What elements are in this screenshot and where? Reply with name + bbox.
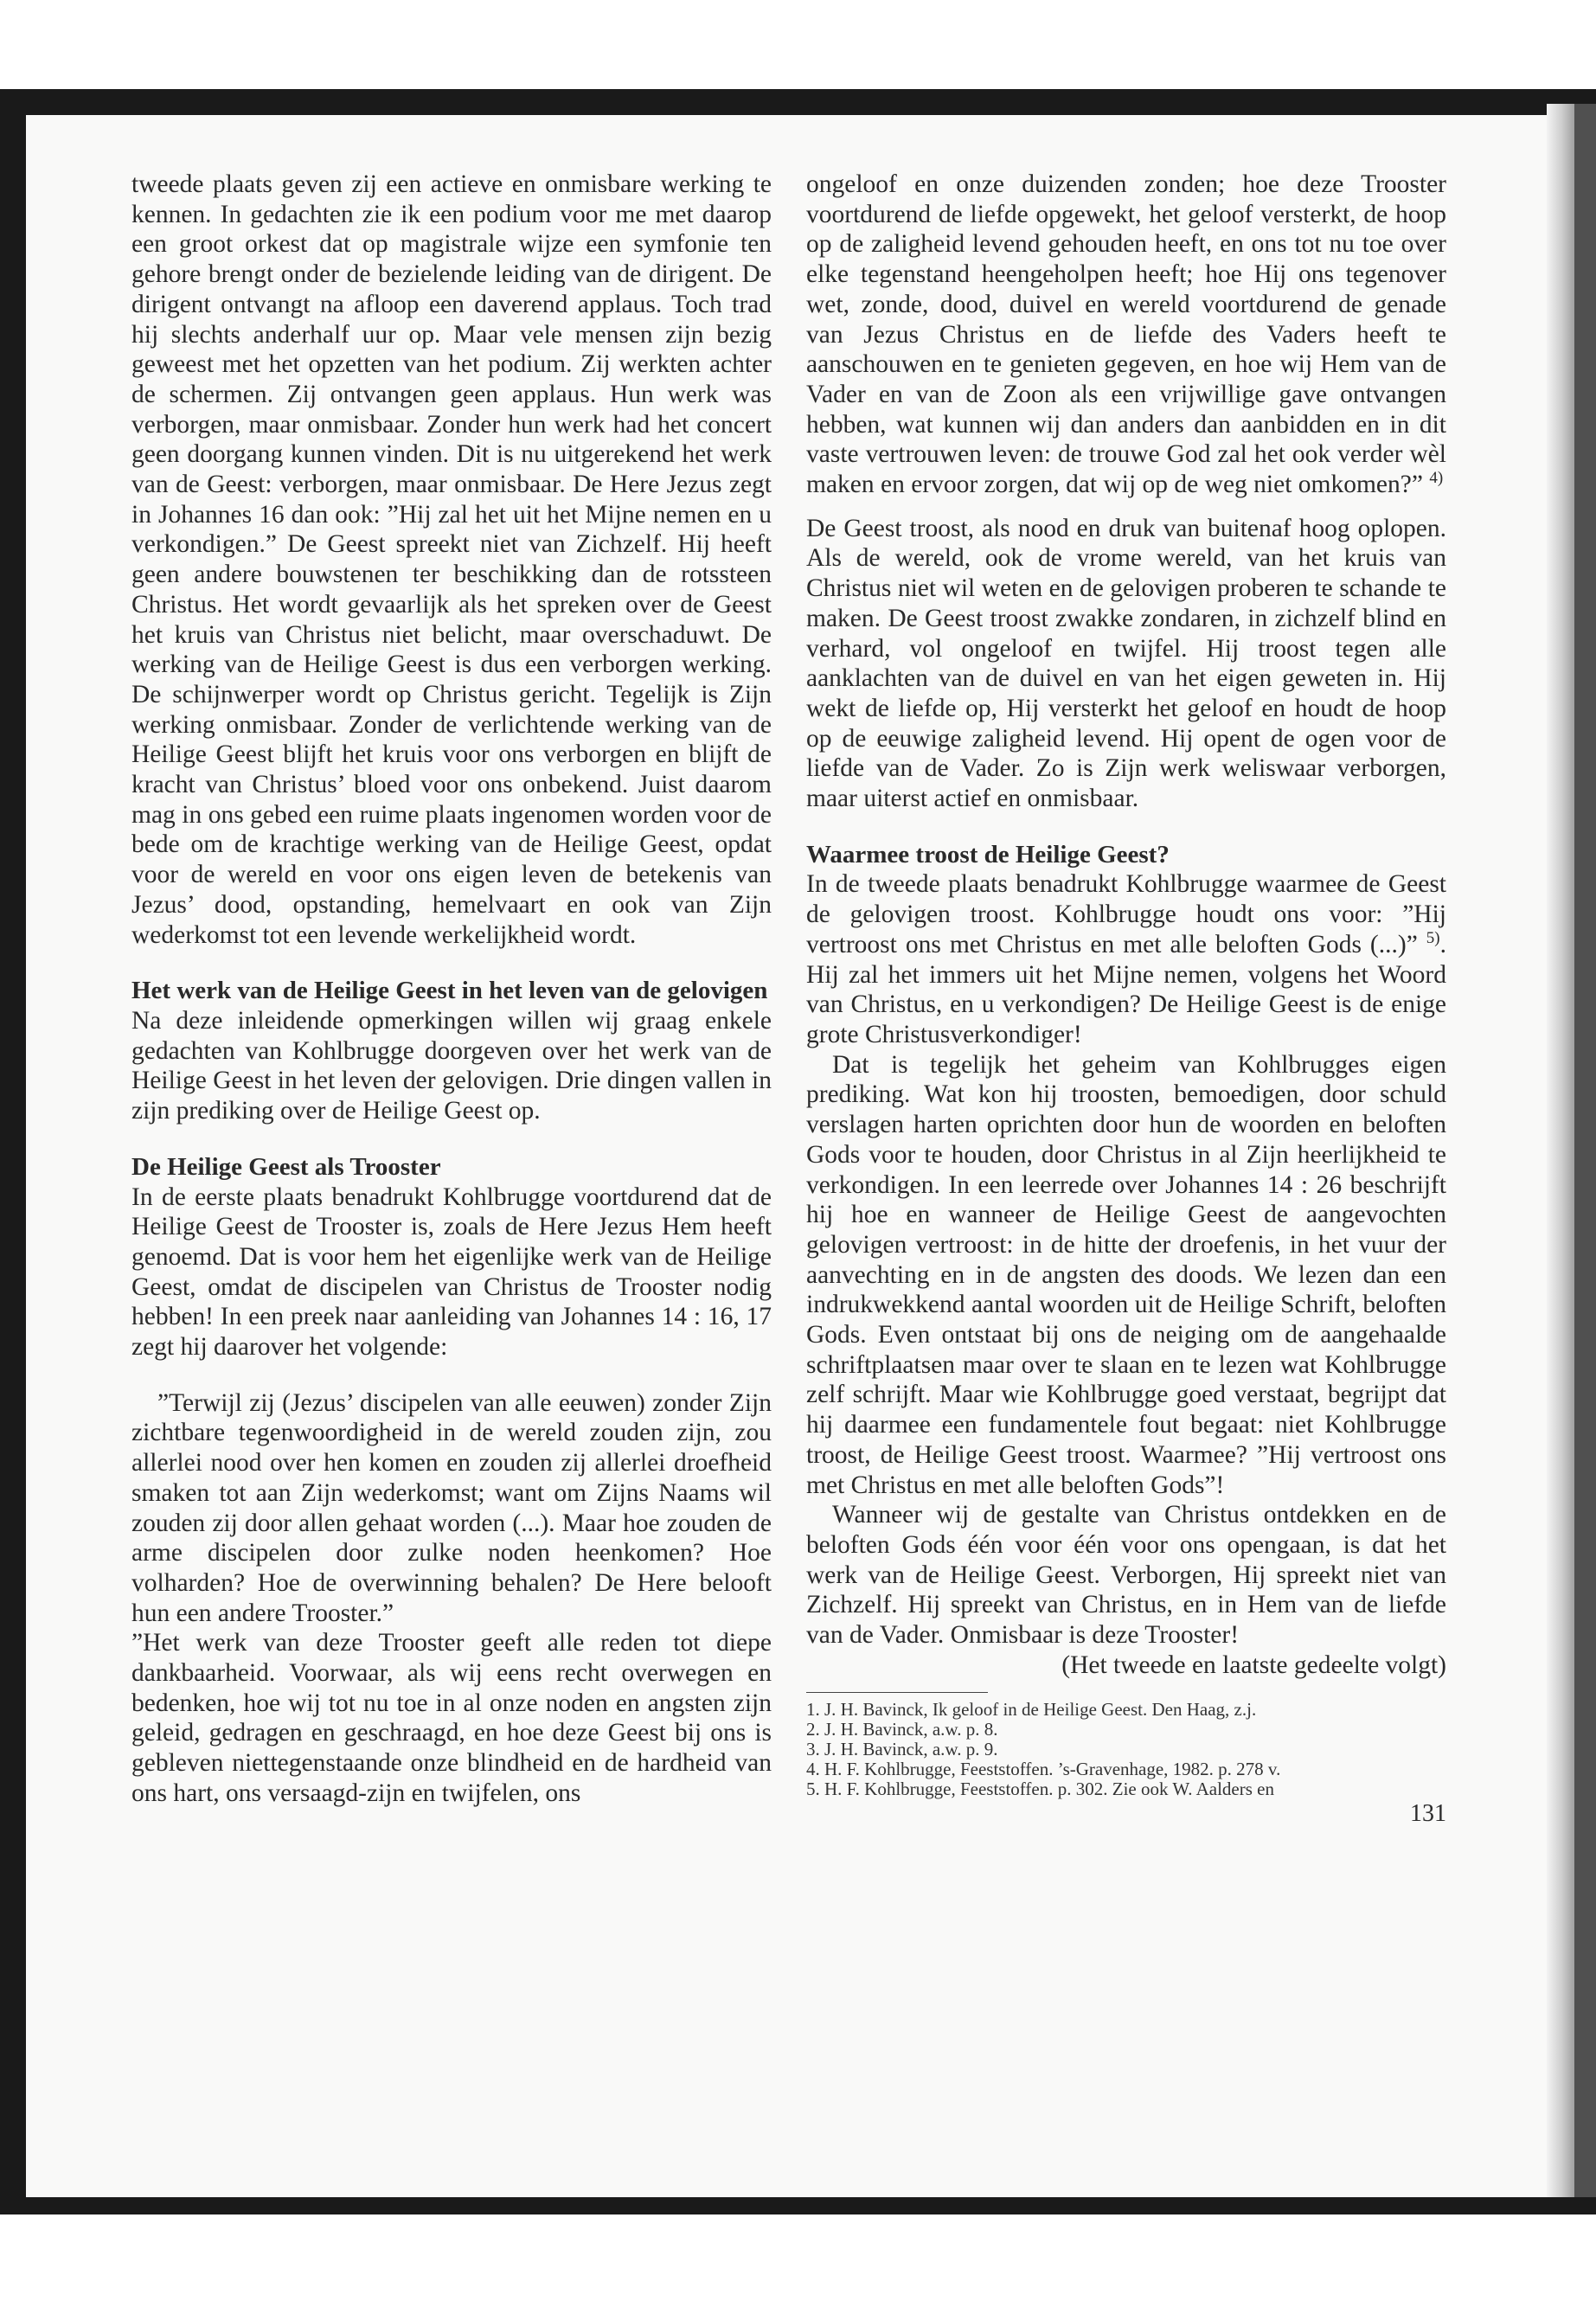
page-number: 131 <box>1410 1800 1446 1828</box>
section-heading: Het werk van de Heilige Geest in het leven van de gelovigen <box>131 977 768 1005</box>
paragraph: Dat is tegelijk het geheim van Kohlbrugges eigen prediking. Wat kon hij troosten, bemoedigen, door schuld verslagen harten oprichten door hun de woorden en beloften Gods voor te houden, door Christus in al Zijn heerlijkheid te verkondigen. In een leerrede over Johannes 14 : 26 beschrijft hij hoe en wanneer de Heilige Geest de aangevochten gelovigen vertroost: in de hitte der droefenis, in het vuur der aanvechting en in de angsten des doods. We lezen dan een indrukwekkend aantal woorden uit de Heilige Schrift, beloften Gods. Even ontstaat bij ons de neiging om de aangehaalde schriftplaatsen maar over te slaan en te lezen wat Kohlbrugge zelf schrijft. Maar wie Kohlbrugge goed verstaat, begrijpt dat hij daarmee een fundamentele fout begaat: niet Kohlbrugge troost, de Heilige Geest troost. Waarmee? ”Hij vertroost ons met Christus en met alle beloften Gods”! <box>806 1050 1446 1499</box>
paragraph: Na deze inleidende opmerkingen willen wij graag enkele gedachten van Kohlbrugge doorgeven over het werk van de Heilige Geest in het leven der gelovigen. Drie dingen vallen in zijn prediking over de Heilige Geest op. <box>131 1006 772 1125</box>
paragraph-text: . Hij zal het immers uit het Mijne nemen, volgens het Woord van Christus, en u verkondigen? De Heilige Geest is de enige grote Christusverkondiger! <box>806 930 1446 1048</box>
paragraph <box>806 869 1446 1049</box>
paragraph: In de eerste plaats benadrukt Kohlbrugge voortdurend dat de Heilige Geest de Trooster is, zoals de Here Jezus Hem heeft genoemd. Dat is voor hem het eigenlijke werk van de Heilige Geest, omdat de discipelen van Christus de Trooster nodig hebben! In een preek naar aanleiding van Johannes 14 : 16, 17 zegt hij daarover het volgende: <box>131 1183 772 1362</box>
footnote: 5. H. F. Kohlbrugge, Feeststoffen. p. 302. Zie ook W. Aalders en <box>806 1779 1274 1800</box>
scan-right-edge <box>1574 104 1596 2197</box>
footnote: 1. J. H. Bavinck, Ik geloof in de Heilige Geest. Den Haag, z.j. <box>806 1699 1257 1721</box>
paragraph: Wanneer wij de gestalte van Christus ontdekken en de beloften Gods één voor één voor ons opengaan, is dat het werk van de Heilige Geest. Verborgen, Hij spreekt niet van Zichzelf. Hij spreekt van Christus, en in Hem van de liefde van de Vader. Onmisbaar is deze Trooster! <box>806 1501 1446 1650</box>
page-gutter-shadow <box>1547 104 1576 2197</box>
left-column <box>131 170 772 1809</box>
continuation-note: (Het tweede en laatste gedeelte volgt) <box>1061 1650 1446 1679</box>
footnote: 4. H. F. Kohlbrugge, Feeststoffen. ’s-Gravenhage, 1982. p. 278 v. <box>806 1759 1281 1780</box>
paragraph: De Geest troost, als nood en druk van buitenaf hoog oplopen. Als de wereld, ook de vrome wereld, van het kruis van Christus niet wil weten en de gelovigen proberen te schande te maken. De Geest troost zwakke zondaren, in zichzelf blind en verhard, vol ongeloof en twijfel. Hij troost tegen alle aanklachten van de duivel en van het eigen geweten in. Hij wekt de liefde op, Hij versterkt het geloof en houdt de hoop op de eeuwige zaligheid levend. Hij opent de ogen voor de liefde van de Vader. Zo is Zijn werk weliswaar verborgen, maar uiterst actief en onmisbaar. <box>806 514 1446 813</box>
paragraph-text: ongeloof en onze duizenden zonden; hoe deze Trooster voortdurend de liefde opgewekt, het geloof versterkt, de hoop op de zaligheid levend gehouden heeft, en ons tot nu toe over elke tegenstand heengeholpen heeft; hoe Hij ons tegenover wet, zonde, dood, duivel en wereld voortdurend de genade van Jezus Christus en de liefde des Vaders heeft te aanschouwen en te genieten gegeven, en hoe wij Hem van de Vader en van de Zoon als een vrijwillige gave ontvangen hebben, wat kunnen wij dan anders dan aanbidden en in dit vaste vertrouwen leven: de trouwe God zal het ook verder wèl maken en ervoor zorgen, dat wij op de weg niet omkomen?” <box>806 170 1446 499</box>
scan-bottom-edge <box>0 2197 1596 2214</box>
footnote-ref: 4) <box>1429 469 1444 488</box>
footnote-ref: 5) <box>1426 929 1440 948</box>
block-quote: ”Terwijl zij (Jezus’ discipelen van alle eeuwen) zonder Zijn zichtbare tegenwoordigheid in de wereld zouden zijn, zou allerlei nood over hen komen en zouden zij allerlei droefheid smaken tot aan Zijn wederkomst; want om Zijns Naams wil zouden zij door allen gehaat worden (...). Maar hoe zouden de arme discipelen door zulke noden heenkomen? Hoe volharden? Hoe de overwinning behalen? De Here belooft hun een andere Trooster.” <box>131 1388 772 1627</box>
footnote: 3. J. H. Bavinck, a.w. p. 9. <box>806 1739 998 1760</box>
scan-top-edge <box>0 89 1596 115</box>
footnote: 2. J. H. Bavinck, a.w. p. 8. <box>806 1719 998 1740</box>
block-quote: ”Het werk van deze Trooster geeft alle reden tot diepe dankbaarheid. Voorwaar, als wij eens recht overwegen en bedenken, hoe wij tot nu toe in al onze noden en angsten zijn geleid, gedragen en geschraagd, en hoe deze Geest bij ons is gebleven niettegenstaande onze blindheid en de hardheid van ons hart, ons versaagd-zijn en twijfelen, ons <box>131 1629 772 1807</box>
footnote-divider <box>806 1692 988 1693</box>
scan-left-edge <box>0 89 26 2214</box>
section-heading: De Heilige Geest als Trooster <box>131 1152 441 1181</box>
paragraph <box>806 170 1446 500</box>
paragraph: tweede plaats geven zij een actieve en onmisbare werking te kennen. In gedachten zie ik een podium voor me met daarop een groot orkest dat op magistrale wijze een symfonie ten gehore brengt onder de bezielende leiding van de dirigent. De dirigent ontvangt na afloop een daverend applaus. Toch trad hij slechts anderhalf uur op. Maar vele mensen zijn bezig geweest met het opzetten van het podium. Zij werkten achter de schermen. Zij ontvangen geen applaus. Hun werk was verborgen, maar onmisbaar. Zonder hun werk had het concert geen doorgang kunnen vinden. Dit is nu uitgerekend het werk van de Geest: verborgen, maar onmisbaar. De Here Jezus zegt in Johannes 16 dan ook: ”Hij zal het uit het Mijne nemen en u verkondigen.” De Geest spreekt niet van Zichzelf. Hij heeft geen andere bouwstenen ter beschikking dan de rotssteen Christus. Het wordt gevaarlijk als het spreken over de Geest het kruis van Christus niet belicht, maar overschaduwt. De werking van de Heilige Geest is dus een verborgen werking. De schijnwerper wordt op Christus gericht. Tegelijk is Zijn werking onmisbaar. Zonder de verlichtende werking van de Heilige Geest blijft het kruis voor ons verborgen en blijft de kracht van Christus’ bloed voor ons onbekend. Juist daarom mag in ons gebed een ruime plaats ingenomen worden voor de bede om de krachtige werking van de Heilige Geest, opdat voor de wereld en voor ons eigen leven de betekenis van Jezus’ dood, opstanding, hemelvaart en ook van Zijn wederkomst tot een levende werkelijkheid wordt. <box>131 170 772 949</box>
paragraph-text: In de tweede plaats benadrukt Kohlbrugge waarmee de Geest de gelovigen troost. Kohlbrugge houdt ons voor: ”Hij vertroost ons met Christus en met alle beloften Gods (...)” <box>806 870 1446 958</box>
section-heading: Waarmee troost de Heilige Geest? <box>806 840 1170 868</box>
right-column <box>806 170 1446 1829</box>
